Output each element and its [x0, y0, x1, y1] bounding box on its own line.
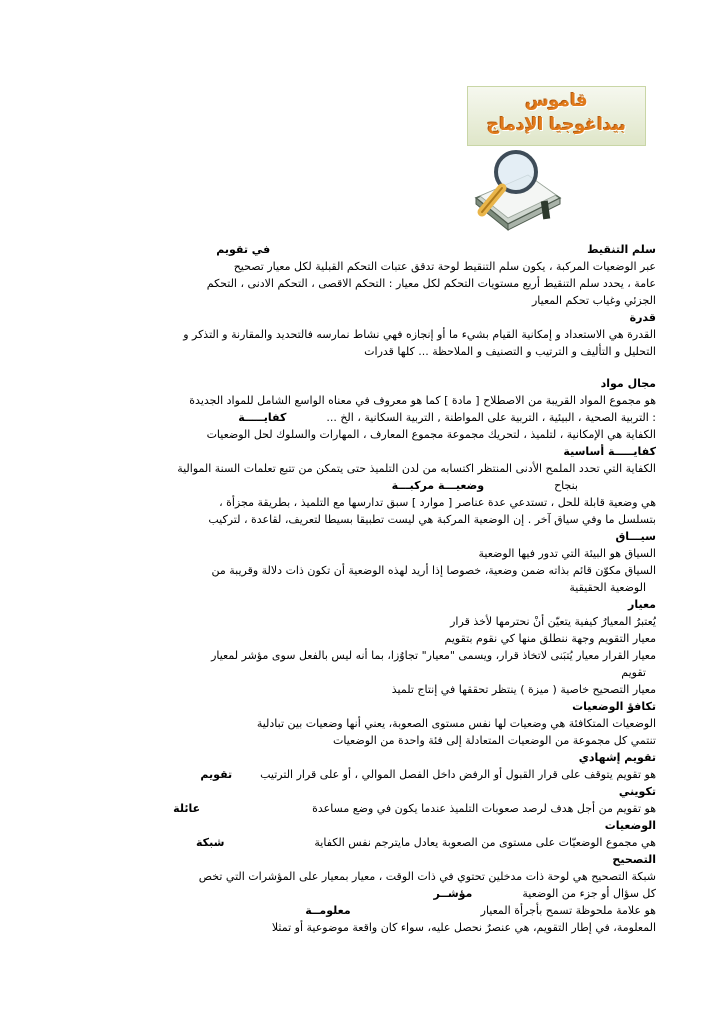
term-heading: تكافؤ الوضعيات	[572, 700, 656, 713]
term-heading: معيار	[628, 598, 656, 611]
glossary-line	[134, 834, 656, 851]
term-heading: الوضعيات	[604, 819, 656, 832]
glossary-line	[134, 766, 656, 783]
glossary-line: هي وضعية قابلة للحل ، تستدعي عدة عناصر [ موارد ] سبق تدارسها مع التلميذ ، بطريقة مجزأة ،	[219, 496, 656, 509]
glossary-line	[134, 477, 656, 494]
glossary-text	[134, 241, 656, 936]
book-magnifier-icon	[468, 146, 568, 232]
term-heading: سيـــاق	[615, 530, 656, 543]
term-heading: شبكة	[196, 836, 225, 849]
glossary-line: الوضعيات المتكافئة هي وضعيات لها نفس مستوى الصعوبة، يعني أنها وضعيات بين تبادلية	[256, 717, 656, 730]
glossary-text-span: هو تقويم يتوقف على قرار القبول أو الرفض داخل الفصل الموالي ، أو على قرار الترتيب	[260, 768, 656, 781]
glossary-text-span: هو علامة ملحوظة تسمح بأجرأة المعيار	[480, 904, 656, 917]
term-heading: مجال مواد	[600, 377, 656, 390]
term-heading: وضعيـــة مركبـــة	[391, 479, 485, 492]
glossary-text-span: بنجاح	[554, 479, 578, 492]
glossary-text-span: : التربية الصحية ، البيئية ، التربية على المواطنة , التربية السكانية ، الخ ...	[326, 411, 656, 424]
glossary-line: عامة ، يحدد سلم التنقيط أربع مستويات التحكم لكل معيار : التحكم الاقصى ، التحكم الادنى ، التحكم	[206, 277, 656, 290]
term-heading: عائلة	[173, 802, 201, 815]
glossary-line	[134, 409, 656, 426]
glossary-line	[134, 885, 656, 902]
glossary-line: بتسلسل ما وفي سياق آخر . إن الوضعية المركبة هي ليست تطبيقا بسيطا لتعريف، لقاعدة ، لتركيب	[208, 513, 656, 526]
glossary-line: الكفاية هي الإمكانية ، لتلميذ ، لتحريك مجموعة مجموع المعارف ، المهارات والسلوك لحل الوضعيات	[206, 428, 656, 441]
glossary-text-span: هو تقويم من أجل هدف لرصد صعوبات التلميذ عندما يكون في وضع مساعدة	[312, 802, 656, 815]
term-heading: كفايـــــة	[238, 411, 287, 424]
glossary-line: معيار القرار معيار يُتبَنى لاتخاذ قرار، ويسمى "معيار" تجاوُزا، بما أنه ليس بالفعل سوى مؤشر لمعيار	[211, 649, 656, 662]
term-heading: في تقويم	[216, 243, 271, 256]
glossary-line: السياق هو البيئة التي تدور فيها الوضعية	[478, 547, 656, 560]
glossary-line: التحليل و التأليف و الترتيب و التصنيف و الملاحظة ... كلها قدرات	[364, 345, 656, 358]
term-heading: مؤشــر	[433, 887, 473, 900]
glossary-line: معيار التصحيح خاصية ( ميزة ) ينتظر تحققها في إنتاج تلميذ	[391, 683, 656, 696]
glossary-line	[134, 800, 656, 817]
glossary-line: يُعتبرُ المعيارُ كيفية يتعيّن أنْ نحترمها لأخذ قرار	[450, 615, 656, 628]
glossary-line: تقويم	[621, 666, 646, 679]
glossary-line: الجزئي وغياب تحكم المعيار	[531, 294, 656, 307]
glossary-line: هو مجموع المواد القريبة من الاصطلاح [ مادة ] كما هو معروف في معناه الواسع الشامل للمواد الجديدة	[189, 394, 656, 407]
glossary-line: معيار التقويم وجهة ننطلق منها كي نقوم بتقويم	[444, 632, 656, 645]
glossary-text-span: كل سؤال أو جزء من الوضعية	[522, 887, 656, 900]
glossary-line: عبر الوضعيات المركبة ، يكون سلم التنقيط لوحة تدقق عتبات التحكم القبلية لكل معيار تصحيح	[233, 260, 656, 273]
glossary-line	[134, 902, 656, 919]
glossary-line: تنتمي كل مجموعة من الوضعيات المتعادلة إلى فئة واحدة من الوضعيات	[333, 734, 656, 747]
header-subtitle: بيداغوجيا الإدماج	[486, 115, 627, 135]
term-heading: قدرة	[629, 311, 656, 324]
glossary-line: الكفاية التي تحدد الملمح الأدنى المنتظر اكتسابه من لدن التلميذ حتى يتمكن من تتبع تعلمات السنة الموالية	[177, 462, 656, 475]
term-heading: معلومــة	[305, 904, 351, 917]
term-heading: تقويم	[200, 768, 233, 781]
glossary-line: المعلومة، في إطار التقويم، هي عنصرٌ نحصل عليه، سواء كان واقعة موضوعية أو تمثلا	[271, 921, 656, 934]
glossary-text-span: هي مجموع الوضعيّات على مستوى من الصعوبة يعادل مايترجم نفس الكفاية	[314, 836, 656, 849]
glossary-line: القدرة هي الاستعداد و إمكانية القيام بشيء ما أو إنجازه فهي نشاط نمارسه فالتحديد والمقارنة و التذكر و	[183, 328, 656, 341]
glossary-line: السياق مكوّن قائم بذاته ضمن وضعية، خصوصا إذا أريد لهذه الوضعية أن تكون ذات دلالة وقريبة من	[211, 564, 656, 577]
dictionary-header-banner	[467, 86, 646, 146]
term-heading: تكويني	[618, 785, 656, 798]
term-heading: كفايـــــة أساسية	[563, 445, 656, 458]
glossary-line: شبكة التصحيح هي لوحة ذات مدخلين تحتوي في ذات الوقت ، معيار بمعيار على المؤشرات التي تخص	[198, 870, 656, 883]
glossary-line: الوضعية الحقيقية	[569, 581, 646, 594]
term-heading: التصحيح	[612, 853, 656, 866]
term-heading: سلم التنقيط	[587, 243, 656, 256]
header-title: قاموس	[525, 91, 588, 111]
term-heading: تقويم إشهادي	[578, 751, 656, 764]
glossary-line	[134, 241, 656, 258]
